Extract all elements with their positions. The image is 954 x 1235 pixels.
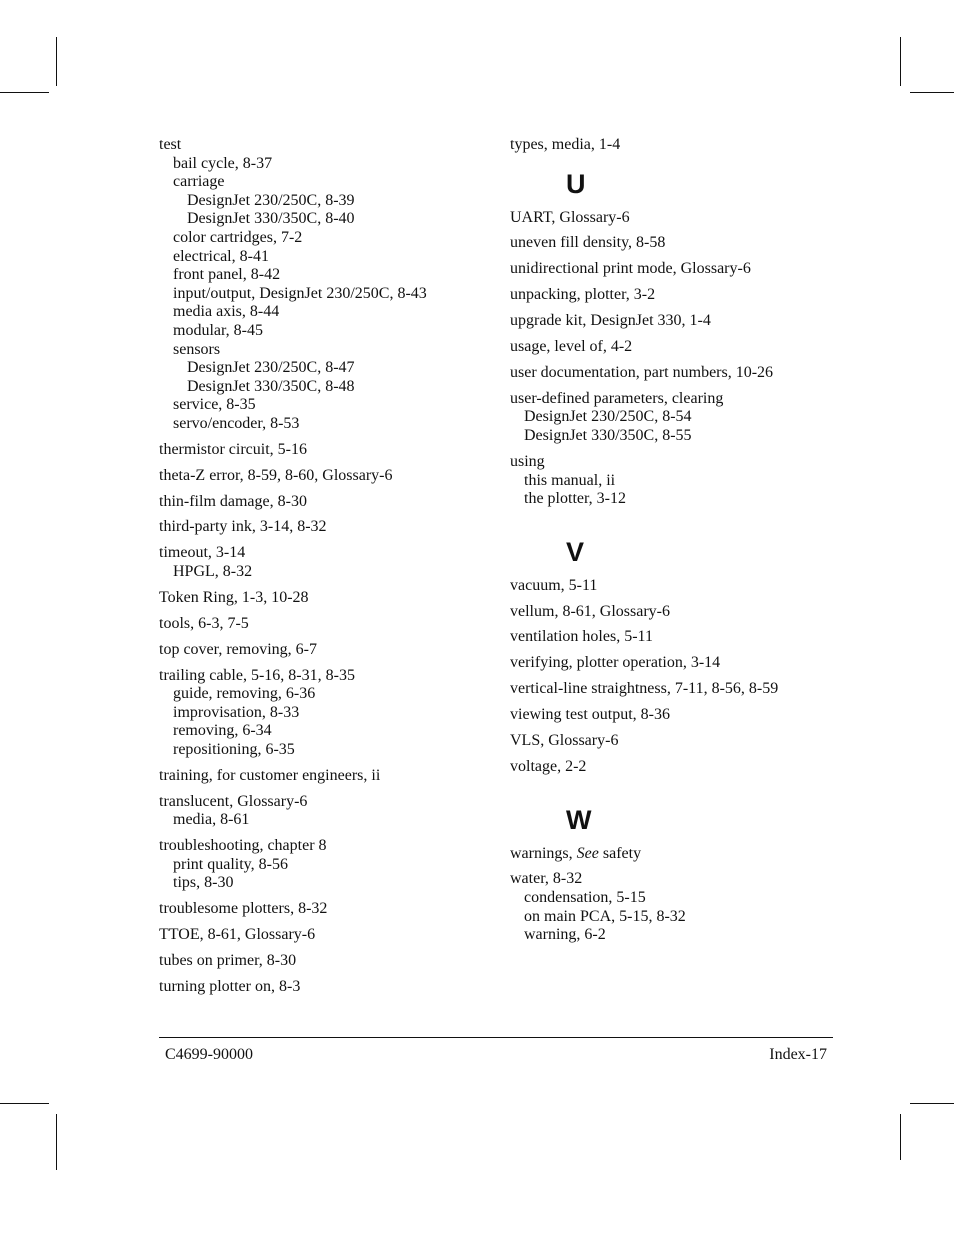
index-term: trailing cable, 5-16, 8-31, 8-35: [159, 666, 355, 684]
index-term: Token Ring, 1-3, 10-28: [159, 588, 309, 606]
index-entry: [510, 680, 840, 699]
index-subterm: media axis, 8-44: [173, 303, 280, 321]
index-entry: [510, 312, 840, 331]
index-entry: [510, 732, 840, 751]
index-term: usage, level of, 4-2: [510, 338, 633, 356]
index-subterm: media, 8-61: [173, 811, 250, 829]
index-subterm: bail cycle, 8-37: [173, 154, 273, 172]
index-subterm: DesignJet 230/250C, 8-39: [187, 191, 355, 209]
index-subterm: servo/encoder, 8-53: [173, 414, 300, 432]
crop-mark-bottom-right-horizontal: [910, 1103, 954, 1104]
index-entry: [159, 837, 489, 893]
index-entry: [510, 390, 840, 446]
index-entry: [159, 441, 489, 460]
index-entry: [159, 493, 489, 512]
index-subterm: guide, removing, 6-36: [173, 685, 316, 703]
index-term: using: [510, 452, 545, 470]
index-subterm: front panel, 8-42: [173, 266, 281, 284]
index-subterm: tips, 8-30: [173, 874, 234, 892]
index-subterm: repositioning, 6-35: [173, 740, 295, 758]
index-term: theta-Z error, 8-59, 8-60, Glossary-6: [159, 466, 393, 484]
index-subterm: DesignJet 330/350C, 8-40: [187, 210, 355, 228]
index-term: viewing test output, 8-36: [510, 706, 670, 724]
index-term: unpacking, plotter, 3-2: [510, 286, 656, 304]
crop-mark-top-right-horizontal: [910, 92, 954, 93]
index-subterm: this manual, ii: [524, 471, 616, 489]
index-subterm: color cartridges, 7-2: [173, 228, 303, 246]
footer-rule: [159, 1037, 833, 1038]
index-term: troublesome plotters, 8-32: [159, 900, 328, 918]
footer-page-label: Index-17: [769, 1046, 827, 1063]
index-entry: [159, 544, 489, 581]
index-term: ventilation holes, 5-11: [510, 628, 653, 646]
section-letter-w: W: [566, 804, 592, 835]
index-term: top cover, removing, 6-7: [159, 640, 317, 658]
index-entry: [159, 518, 489, 537]
crop-mark-top-left-vertical: [56, 37, 57, 86]
index-entry: [510, 577, 840, 596]
index-entry: [510, 845, 840, 864]
index-entry: [159, 467, 489, 486]
index-term: turning plotter on, 8-3: [159, 977, 301, 995]
index-term: upgrade kit, DesignJet 330, 1-4: [510, 312, 711, 330]
index-term: user documentation, part numbers, 10-26: [510, 363, 774, 381]
index-subterm: DesignJet 330/350C, 8-48: [187, 377, 355, 395]
index-term: thin-film damage, 8-30: [159, 492, 307, 510]
index-subterm: warning, 6-2: [524, 926, 606, 944]
index-entry: [159, 900, 489, 919]
index-entry: [510, 453, 840, 509]
index-term: TTOE, 8-61, Glossary-6: [159, 926, 316, 944]
index-entry: [510, 654, 840, 673]
index-term: timeout, 3-14: [159, 544, 246, 562]
index-subterm: the plotter, 3-12: [524, 490, 626, 508]
index-term: user-defined parameters, clearing: [510, 389, 724, 407]
crop-mark-top-right-vertical: [900, 37, 901, 86]
index-subterm: sensors: [173, 340, 221, 358]
crop-mark-bottom-right-vertical: [900, 1114, 901, 1160]
index-subterm: HPGL, 8-32: [173, 562, 253, 580]
index-subterm: DesignJet 230/250C, 8-54: [524, 408, 692, 426]
index-entry: [159, 615, 489, 634]
section-letter-u: U: [566, 168, 586, 199]
index-term: training, for customer engineers, ii: [159, 766, 381, 784]
crop-mark-bottom-left-horizontal: [0, 1103, 49, 1104]
index-entry: [159, 978, 489, 997]
index-entry: [159, 589, 489, 608]
index-term: uneven fill density, 8-58: [510, 234, 666, 252]
index-term: voltage, 2-2: [510, 757, 587, 775]
index-entry: [510, 234, 840, 253]
index-entry: [159, 793, 489, 830]
index-subterm: improvisation, 8-33: [173, 703, 300, 721]
index-entry: [510, 706, 840, 725]
index-term: types, media, 1-4: [510, 136, 621, 153]
index-term: troubleshooting, chapter 8: [159, 837, 327, 855]
index-entry: [510, 364, 840, 383]
index-term: UART, Glossary-6: [510, 208, 630, 226]
index-entry: [159, 952, 489, 971]
index-subterm: print quality, 8-56: [173, 855, 288, 873]
index-subterm: input/output, DesignJet 230/250C, 8-43: [173, 284, 427, 302]
index-entry: [510, 209, 840, 228]
index-column-left: [159, 136, 489, 1004]
index-subterm: on main PCA, 5-15, 8-32: [524, 907, 686, 925]
index-column-right: [510, 136, 840, 952]
index-entry: [510, 628, 840, 647]
index-term: VLS, Glossary-6: [510, 732, 619, 750]
index-entry: [159, 926, 489, 945]
section-letter-v: V: [566, 536, 585, 567]
index-term: verifying, plotter operation, 3-14: [510, 654, 721, 672]
index-entry: [159, 641, 489, 660]
index-term: test: [159, 136, 182, 153]
footer-doc-number: C4699-90000: [165, 1046, 253, 1063]
index-entry: [510, 136, 840, 155]
index-term: thermistor circuit, 5-16: [159, 440, 307, 458]
index-term: warnings, See safety: [510, 844, 642, 862]
index-subterm: service, 8-35: [173, 396, 256, 414]
index-entry: [510, 286, 840, 305]
index-entry: [510, 758, 840, 777]
index-subterm: condensation, 5-15: [524, 889, 646, 906]
index-subterm: electrical, 8-41: [173, 247, 269, 265]
index-term: vacuum, 5-11: [510, 576, 598, 594]
index-term: third-party ink, 3-14, 8-32: [159, 518, 327, 536]
index-entry: [510, 260, 840, 279]
index-term: water, 8-32: [510, 870, 583, 888]
index-subterm: removing, 6-34: [173, 722, 272, 740]
index-entry: [159, 767, 489, 786]
index-term: vertical-line straightness, 7-11, 8-56, 8-59: [510, 680, 779, 698]
index-entry: [510, 870, 840, 944]
index-term: tools, 6-3, 7-5: [159, 614, 249, 632]
index-entry: [510, 338, 840, 357]
index-term: vellum, 8-61, Glossary-6: [510, 602, 670, 620]
index-subterm: DesignJet 330/350C, 8-55: [524, 427, 692, 445]
index-term: translucent, Glossary-6: [159, 792, 308, 810]
index-subterm: DesignJet 230/250C, 8-47: [187, 359, 355, 377]
index-entry: [159, 667, 489, 760]
index-term: unidirectional print mode, Glossary-6: [510, 260, 751, 278]
index-subterm: carriage: [173, 173, 225, 191]
index-entry: [510, 603, 840, 622]
index-term: tubes on primer, 8-30: [159, 952, 297, 970]
index-subterm: modular, 8-45: [173, 321, 264, 339]
crop-mark-bottom-left-vertical: [56, 1114, 57, 1170]
index-entry: [159, 136, 489, 434]
crop-mark-top-left-horizontal: [0, 92, 49, 93]
